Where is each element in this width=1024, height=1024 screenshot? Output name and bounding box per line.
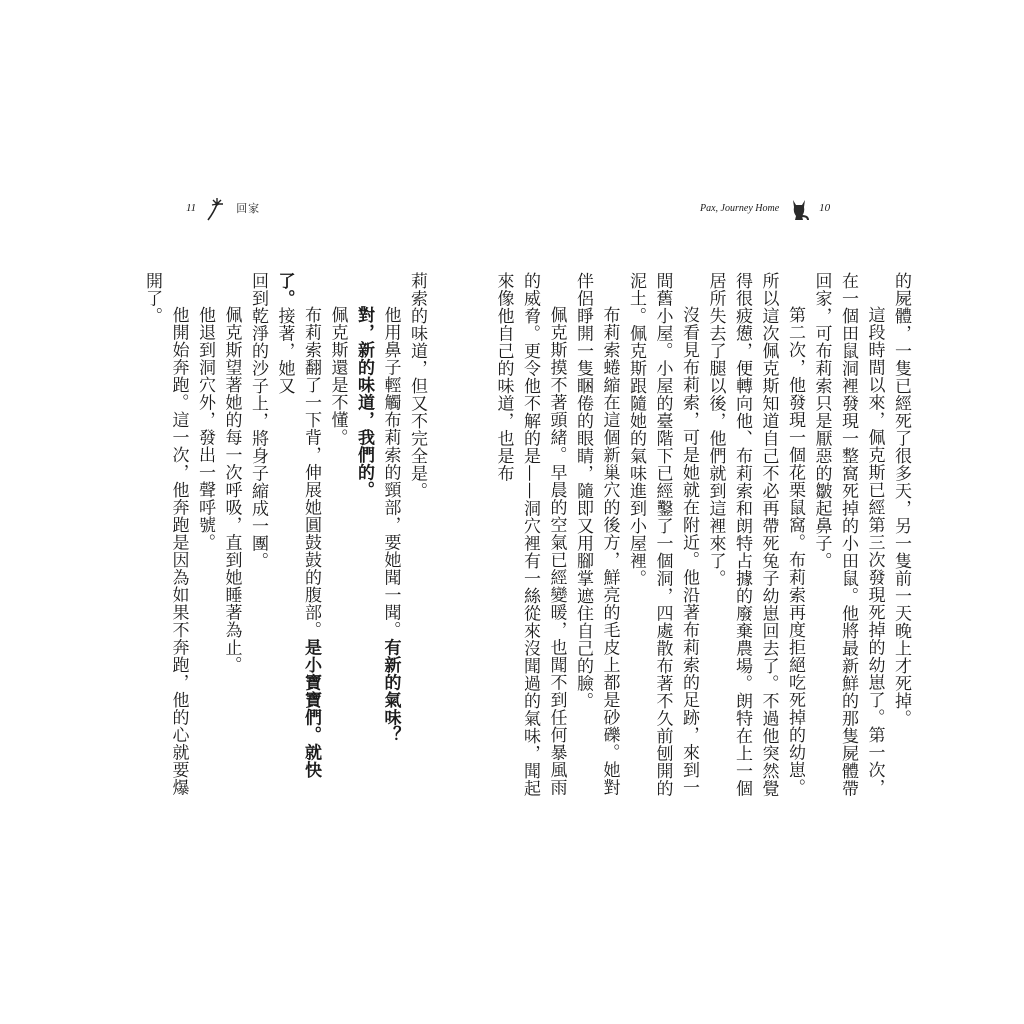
thought-text: 是小寶寶們。就快了。 [274, 272, 321, 779]
flower-ornament-icon [204, 194, 228, 222]
right-page-number: 10 [819, 202, 831, 214]
left-running-title: 回家 [236, 202, 261, 215]
paragraph: 他開始奔跑。這一次，他奔跑是因為如果不奔跑，他的心就要爆開了。 [142, 272, 189, 796]
thought-text: 對，新的味道，我們的。 [354, 306, 374, 499]
paragraph-text: 他用鼻子輕觸布莉索的頸部，要她聞一聞。 [380, 306, 401, 639]
paragraph: 沒看見布莉索，可是她就在附近。他沿著布莉索的足跡，來到一間舊小屋。小屋的臺階下已經鑿了一個洞，四處散布著不久前刨開的泥土。佩克斯跟隨她的氣味進到小屋裡。 [626, 272, 699, 797]
paragraph: 佩克斯望著她的每一次呼吸，直到她睡著為止。 [221, 306, 242, 674]
paragraph: 布莉索蜷縮在這個新巢穴的後方，鮮亮的毛皮上都是砂礫。她對伴侶睜開一隻睏倦的眼睛，隨即又用腳掌遮住自己的臉。 [573, 272, 620, 796]
right-page-body [493, 272, 914, 802]
paragraph-text: 接著，她又 [274, 307, 295, 395]
right-running-title: Pax, Journey Home [700, 202, 780, 214]
paragraph: 的屍體，一隻已經死了很多天，另一隻前一天晚上才死掉。 [891, 272, 911, 727]
paragraph [271, 272, 324, 802]
right-page-header [700, 196, 830, 220]
paragraph: 佩克斯還是不懂。 [327, 306, 348, 446]
left-page-header [186, 196, 260, 220]
paragraph: 第二次，他發現一個花栗鼠窩。布莉索再度拒絕吃死掉的幼崽。所以這次佩克斯知道自己不必再帶死兔子幼崽回去了。不過他突然覺得很疲憊，便轉向他、布莉索和朗特占據的廢棄農場。朗特在上一個居所失去了腿以後，他們就到這裡來了。 [705, 272, 805, 797]
paragraph [377, 272, 404, 802]
paragraph: 這段時間以來，佩克斯已經第三次發現死掉的幼崽了。第一次，在一個田鼠洞裡發現一整窩死掉的小田鼠。他將最新鮮的那隻屍體帶回家，可布莉索只是厭惡的皺起鼻子。 [811, 272, 885, 797]
left-page-number: 11 [186, 202, 197, 214]
paragraph [351, 272, 378, 802]
paragraph: 他退到洞穴外，發出一聲呼號。 [195, 306, 215, 551]
thought-text: 有新的氣味？ [380, 638, 401, 744]
paragraph: 佩克斯摸不著頭緒。早晨的空氣已經變暖，也聞不到任何暴風雨的威脅。更令他不解的是——洞穴裡有一絲從來沒聞過的氣味，聞起來像他自己的味道，也是布 [493, 272, 567, 797]
left-page-body [142, 272, 430, 802]
paragraph: 回到乾淨的沙子上，將身子縮成一團。 [248, 272, 268, 570]
paragraph-text: 布莉索翻了一下背，伸展她圓鼓鼓的腹部。 [301, 306, 321, 639]
paragraph: 莉索的味道，但又不完全是。 [407, 272, 427, 500]
fox-ornament-icon [787, 194, 811, 222]
